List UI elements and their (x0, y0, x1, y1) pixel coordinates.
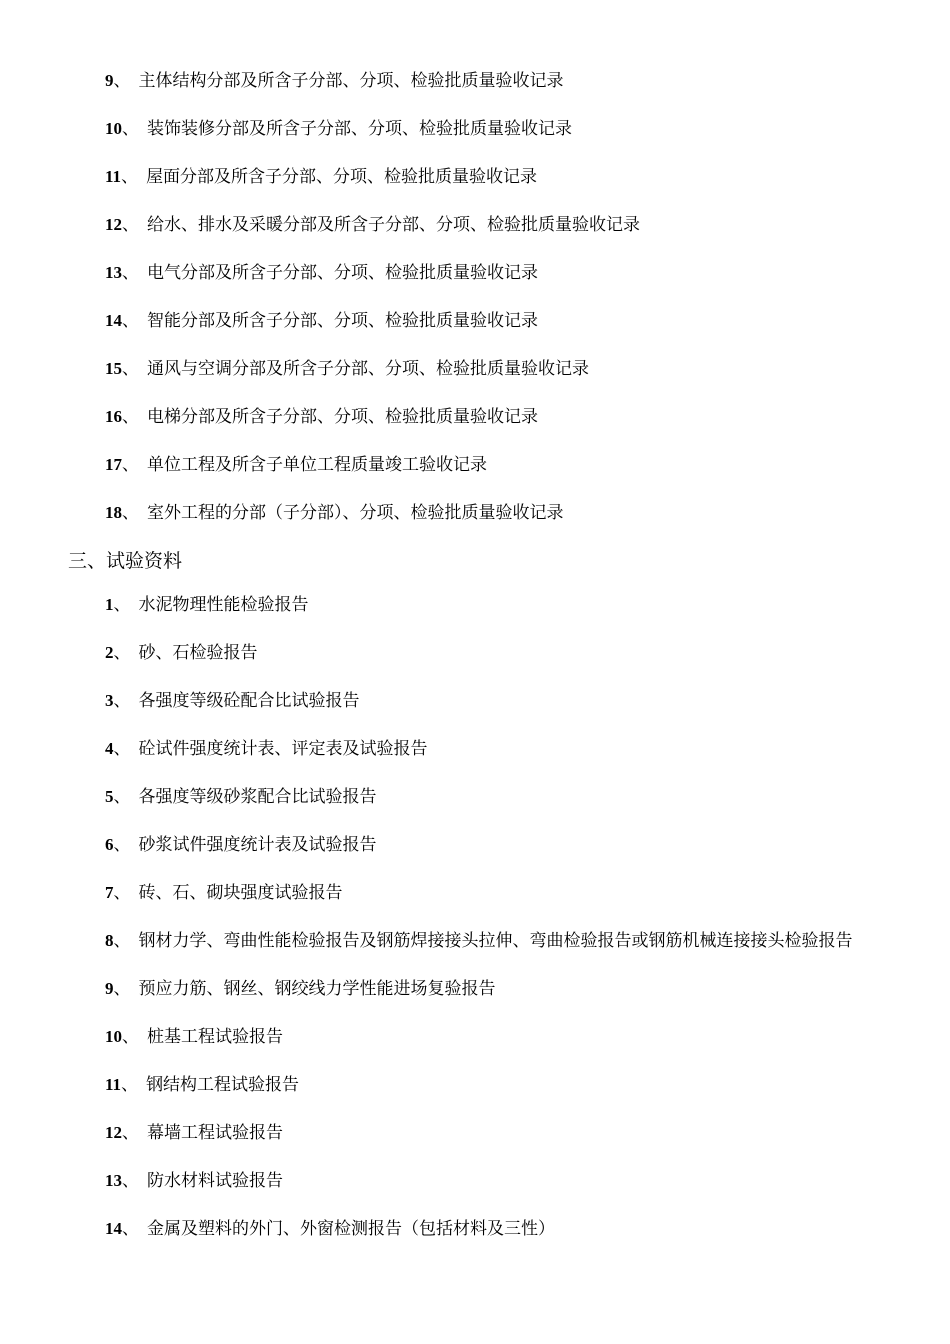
list-item (0, 210, 950, 240)
list-item (0, 734, 950, 764)
item-number: 14 (105, 1219, 122, 1238)
item-number: 12 (105, 215, 122, 234)
item-separator: 、 (122, 311, 139, 331)
item-separator: 、 (113, 883, 131, 903)
item-separator: 、 (122, 455, 139, 475)
item-separator: 、 (121, 167, 139, 187)
item-number: 14 (105, 311, 122, 330)
list-item (0, 926, 950, 956)
item-number: 1 (105, 595, 114, 614)
item-number: 10 (105, 119, 122, 138)
item-text: 砖、石、砌块强度试验报告 (138, 883, 343, 903)
item-text: 水泥物理性能检验报告 (138, 595, 309, 615)
item-separator: 、 (122, 407, 139, 427)
list-item (0, 354, 950, 384)
item-separator: 、 (122, 215, 139, 235)
item-number: 5 (105, 787, 114, 806)
item-text: 电梯分部及所含子分部、分项、检验批质量验收记录 (147, 407, 538, 427)
item-text: 预应力筋、钢丝、钢绞线力学性能进场复验报告 (138, 979, 496, 999)
item-text: 防水材料试验报告 (147, 1171, 283, 1191)
item-text: 各强度等级砼配合比试验报告 (138, 691, 360, 711)
list-item (0, 498, 950, 528)
item-text: 幕墙工程试验报告 (147, 1123, 283, 1143)
item-number: 2 (105, 643, 114, 662)
item-text: 钢结构工程试验报告 (146, 1075, 300, 1095)
item-separator: 、 (113, 71, 131, 91)
list-item (0, 450, 950, 480)
item-separator: 、 (122, 359, 139, 379)
item-separator: 、 (122, 1171, 139, 1191)
record-list (0, 66, 950, 546)
item-text: 钢材力学、弯曲性能检验报告及钢筋焊接接头拉伸、弯曲检验报告或钢筋机械连接接头检验报告 (138, 931, 853, 951)
item-separator: 、 (113, 787, 131, 807)
item-separator: 、 (113, 691, 131, 711)
item-number: 10 (105, 1027, 122, 1046)
item-number: 7 (105, 883, 114, 902)
item-separator: 、 (122, 503, 139, 523)
list-item (0, 686, 950, 716)
item-number: 3 (105, 691, 114, 710)
item-number: 13 (105, 263, 122, 282)
item-number: 13 (105, 1171, 122, 1190)
item-number: 17 (105, 455, 122, 474)
list-item (0, 1214, 950, 1244)
item-separator: 、 (113, 979, 131, 999)
item-number: 11 (105, 1075, 122, 1094)
item-text: 装饰装修分部及所含子分部、分项、检验批质量验收记录 (147, 119, 572, 139)
list-item (0, 830, 950, 860)
list-item (0, 590, 950, 620)
item-text: 砼试件强度统计表、评定表及试验报告 (138, 739, 428, 759)
list-item (0, 306, 950, 336)
list-item (0, 162, 950, 192)
test-data-list (0, 590, 950, 1262)
item-text: 电气分部及所含子分部、分项、检验批质量验收记录 (147, 263, 538, 283)
item-separator: 、 (122, 1123, 139, 1143)
list-item (0, 974, 950, 1004)
item-text: 桩基工程试验报告 (147, 1027, 283, 1047)
item-separator: 、 (122, 263, 139, 283)
item-separator: 、 (122, 1027, 139, 1047)
list-item (0, 114, 950, 144)
item-number: 6 (105, 835, 114, 854)
item-number: 9 (105, 979, 114, 998)
item-text: 通风与空调分部及所含子分部、分项、检验批质量验收记录 (147, 359, 589, 379)
item-text: 金属及塑料的外门、外窗检测报告（包括材料及三性） (147, 1219, 555, 1239)
item-text: 各强度等级砂浆配合比试验报告 (138, 787, 377, 807)
item-text: 单位工程及所含子单位工程质量竣工验收记录 (147, 455, 487, 475)
item-separator: 、 (121, 1075, 139, 1095)
list-item (0, 638, 950, 668)
item-text: 室外工程的分部（子分部）、分项、检验批质量验收记录 (147, 503, 564, 523)
item-number: 18 (105, 503, 122, 522)
item-number: 11 (105, 167, 122, 186)
item-number: 16 (105, 407, 122, 426)
item-number: 12 (105, 1123, 122, 1142)
item-separator: 、 (113, 835, 131, 855)
item-text: 砂、石检验报告 (138, 643, 258, 663)
item-separator: 、 (113, 739, 131, 759)
list-item (0, 402, 950, 432)
item-separator: 、 (122, 119, 139, 139)
item-number: 4 (105, 739, 114, 758)
list-item (0, 1118, 950, 1148)
section-heading: 三、试验资料 (68, 550, 183, 572)
list-item (0, 878, 950, 908)
item-text: 屋面分部及所含子分部、分项、检验批质量验收记录 (146, 167, 538, 187)
item-number: 15 (105, 359, 122, 378)
item-separator: 、 (113, 595, 131, 615)
item-text: 智能分部及所含子分部、分项、检验批质量验收记录 (147, 311, 538, 331)
item-number: 9 (105, 71, 114, 90)
list-item (0, 1022, 950, 1052)
item-text: 主体结构分部及所含子分部、分项、检验批质量验收记录 (138, 71, 564, 91)
item-text: 给水、排水及采暖分部及所含子分部、分项、检验批质量验收记录 (147, 215, 640, 235)
list-item (0, 782, 950, 812)
list-item (0, 1070, 950, 1100)
item-number: 8 (105, 931, 114, 950)
list-item (0, 258, 950, 288)
list-item (0, 66, 950, 96)
item-text: 砂浆试件强度统计表及试验报告 (138, 835, 377, 855)
list-item (0, 1166, 950, 1196)
item-separator: 、 (113, 931, 131, 951)
item-separator: 、 (113, 643, 131, 663)
item-separator: 、 (122, 1219, 139, 1239)
